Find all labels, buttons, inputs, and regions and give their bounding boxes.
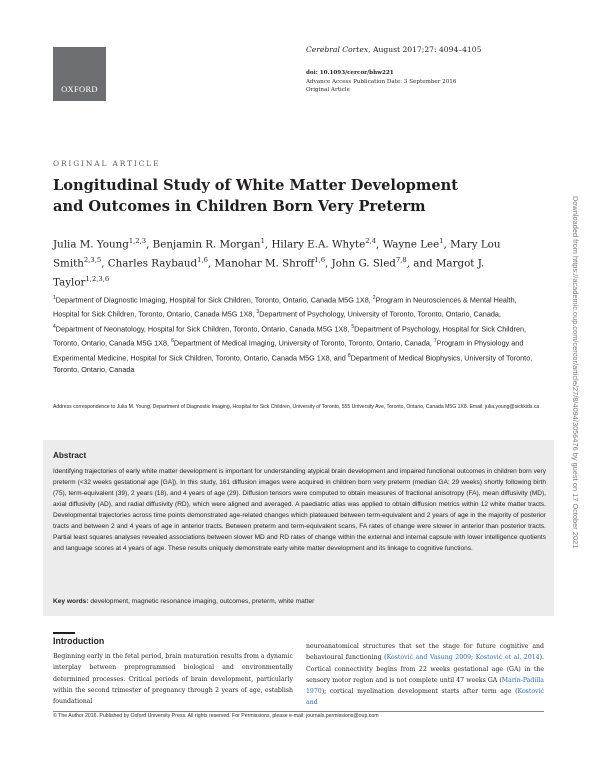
keywords bbox=[53, 598, 543, 605]
affiliation-text: Department of Psychology, University of Toronto, Toronto, Ontario, Canada, bbox=[259, 309, 501, 319]
body-text: ; bbox=[471, 654, 476, 662]
affiliation-number: 8 bbox=[347, 352, 351, 359]
intro-column-1: Beginning early in the fetal period, brain maturation results from a dynamic interplay between preprogrammed biological and environmentally determined processes. Critical periods of brain development, particularly within the second trimester of pregnancy through 2 years of age, establish foundational bbox=[53, 653, 293, 706]
keywords-label: Key words: bbox=[53, 598, 89, 605]
affiliation-number: 3 bbox=[256, 309, 260, 316]
article-title bbox=[53, 175, 523, 217]
author-name: Margot J. Taylor bbox=[53, 257, 485, 289]
affiliation-text: Department of Medical Biophysics, University of Toronto, Toronto, Ontario, Canada bbox=[53, 353, 533, 375]
section-label: ORIGINAL ARTICLE bbox=[53, 159, 161, 168]
author-affiliation-sup: 1 bbox=[439, 237, 444, 245]
introduction-heading: Introduction bbox=[53, 636, 105, 646]
author-affiliation-sup: 1,6 bbox=[197, 256, 208, 265]
author-affiliation-sup: 1,2,3,6 bbox=[85, 275, 110, 284]
download-side-note: Downloaded from https://academic.oup.com/cercor/article/27/8/4094/3056476 by guest on 17 October 2021 bbox=[571, 196, 580, 549]
abstract-text: Identifying trajectories of early white matter development is important for understanding atypical brain development and impaired functional outcomes in children born very preterm (<32 weeks gestational age [GA]). In this study, 161 diffusion images were acquired in children born very preterm (median GA: 29 weeks) shortly following birth (75), term-equivalent (39), 2 years (18), and 4 years of age (29). Diffusion tensors were computed to obtain measures of fractional anisotropy (FA), mean diffusivity (MD), axial diffusivity (AD), and radial diffusivity (RD), which were aligned and averaged. A paediatric atlas was applied to obtain diffusion metrics within 12 white matter tracts. Developmental trajectories across time points demonstrated age-related changes which plateaued between term-equivalent and 2 years of age in the majority of posterior tracts and between 2 and 4 years of age in anterior tracts. Between preterm and term-equivalent scans, FA rates of change were slower in anterior than posterior tracts. Partial least squares analyses revealed associations between slower MD and RD rates of change within the external and internal capsule with lower intelligence quotients and language scores at 4 years of age. These results uniquely demonstrate early white matter development and its linkage to cognitive functions. bbox=[53, 468, 546, 553]
journal-volume: August 2017;27: 4094–4105 bbox=[370, 45, 482, 54]
copyright-footer: © The Author 2016. Published by Oxford University Press. All rights reserved. For Permissions, please e-mail: journals.permissions@oup.com bbox=[53, 713, 379, 719]
citation-link[interactable]: Marín-Padilla 1970 bbox=[306, 676, 544, 696]
oxford-logo bbox=[53, 47, 106, 101]
citation-link[interactable]: Kostović and Vasung 2009 bbox=[386, 654, 472, 662]
affiliation-number: 7 bbox=[433, 338, 437, 345]
affiliation-number: 4 bbox=[53, 323, 56, 330]
author-affiliation-sup: 1 bbox=[260, 237, 265, 245]
affiliation-number: 6 bbox=[171, 338, 174, 345]
author-name: Manohar M. Shroff bbox=[214, 257, 315, 270]
affiliation-number: 2 bbox=[372, 295, 376, 301]
author-name: Julia M. Young bbox=[53, 238, 129, 251]
author-name: Charles Raybaud bbox=[107, 257, 198, 270]
affiliation-text: Department of Medical Imaging, University of Toronto, Toronto, Ontario, Canada, bbox=[173, 338, 434, 348]
title-line-1: Longitudinal Study of White Matter Development bbox=[53, 177, 458, 194]
affiliation-text: Department of Psychology, Hospital for Sick Children, Toronto, Ontario, Canada M5G 1X8, bbox=[53, 324, 527, 348]
author-name: Hilary E.A. Whyte bbox=[271, 238, 366, 251]
author-affiliation-sup: 2,4 bbox=[365, 237, 377, 245]
author-affiliation-sup: 7,8 bbox=[395, 256, 407, 265]
intro-column-2 bbox=[306, 641, 544, 709]
footer-rule bbox=[53, 711, 544, 712]
author-list bbox=[53, 234, 533, 291]
oxford-logo-text: OXFORD bbox=[61, 84, 98, 94]
journal-name: Cerebral Cortex, bbox=[306, 45, 371, 54]
author-separator: , bbox=[376, 238, 383, 251]
citation-link[interactable]: Kostović et al. 2014 bbox=[475, 654, 540, 662]
author-name: Wayne Lee bbox=[382, 238, 440, 251]
author-separator: , bbox=[325, 257, 332, 270]
author-separator: , bbox=[207, 257, 215, 270]
author-affiliation-sup: 1,2,3 bbox=[128, 237, 147, 245]
advance-access-date: Advance Access Publication Date: 3 September 2016 bbox=[306, 78, 457, 85]
author-affiliation-sup: 2,3,5 bbox=[83, 256, 102, 265]
intro-rule bbox=[53, 632, 75, 634]
journal-citation bbox=[306, 45, 481, 54]
author-separator: , bbox=[264, 238, 272, 251]
citation-link[interactable]: Kostović and bbox=[306, 688, 544, 707]
author-separator: , bbox=[146, 238, 153, 251]
affiliations bbox=[53, 292, 533, 376]
keywords-text: development, magnetic resonance imaging, outcomes, preterm, white matter bbox=[88, 598, 315, 605]
doi-block bbox=[306, 69, 456, 95]
doi-link[interactable]: doi: 10.1093/cercor/bhw221 bbox=[306, 70, 394, 76]
author-name: Mary Lou Smith bbox=[53, 238, 501, 270]
abstract-heading: Abstract bbox=[53, 451, 87, 460]
affiliation-text: Program in Physiology and Experimental Medicine, Hospital for Sick Children, Toronto, Ontario, Canada M5G 1X8, and bbox=[53, 338, 524, 363]
affiliation-text: Program in Neurosciences & Mental Health, Hospital for Sick Children, Toronto, Ontario, Canada M5G 1X8, bbox=[53, 295, 517, 319]
body-text: ). Cortical connectivity begins from 22 weeks gestational age (GA) in the sensory motor region and is not complete until 47 weeks GA ( bbox=[306, 654, 544, 684]
affiliation-number: 5 bbox=[351, 323, 355, 330]
body-text: neuroanatomical structures that set the stage for future cognitive and behavioural functioning ( bbox=[306, 643, 544, 662]
affiliation-text: Department of Neonatology, Hospital for Sick Children, Toronto, Ontario, Canada M5G 1X8, bbox=[55, 324, 352, 334]
author-name: John G. Sled bbox=[331, 257, 396, 270]
affiliation-number: 1 bbox=[53, 295, 56, 301]
author-separator: , and bbox=[406, 257, 436, 270]
body-text: ); cortical myelination development starts after term age ( bbox=[321, 688, 518, 696]
author-name: Benjamin R. Morgan bbox=[152, 238, 261, 251]
correspondence: Address correspondence to Julia M. Young, Department of Diagnostic Imaging, Hospital for Sick Children, University of Toronto, 555 University Ave, Toronto, Ontario, Canada M5G 1X8. Email: julia.young@sickkids.ca bbox=[53, 404, 540, 410]
author-affiliation-sup: 1,6 bbox=[314, 256, 326, 265]
author-separator: , bbox=[101, 257, 108, 270]
author-separator: , bbox=[443, 238, 451, 251]
affiliation-text: Department of Diagnostic Imaging, Hospital for Sick Children, Toronto, Ontario, Canada M5G 1X8, bbox=[55, 295, 373, 305]
title-line-2: and Outcomes in Children Born Very Preterm bbox=[53, 198, 426, 215]
article-type-small: Original Article bbox=[306, 87, 350, 94]
